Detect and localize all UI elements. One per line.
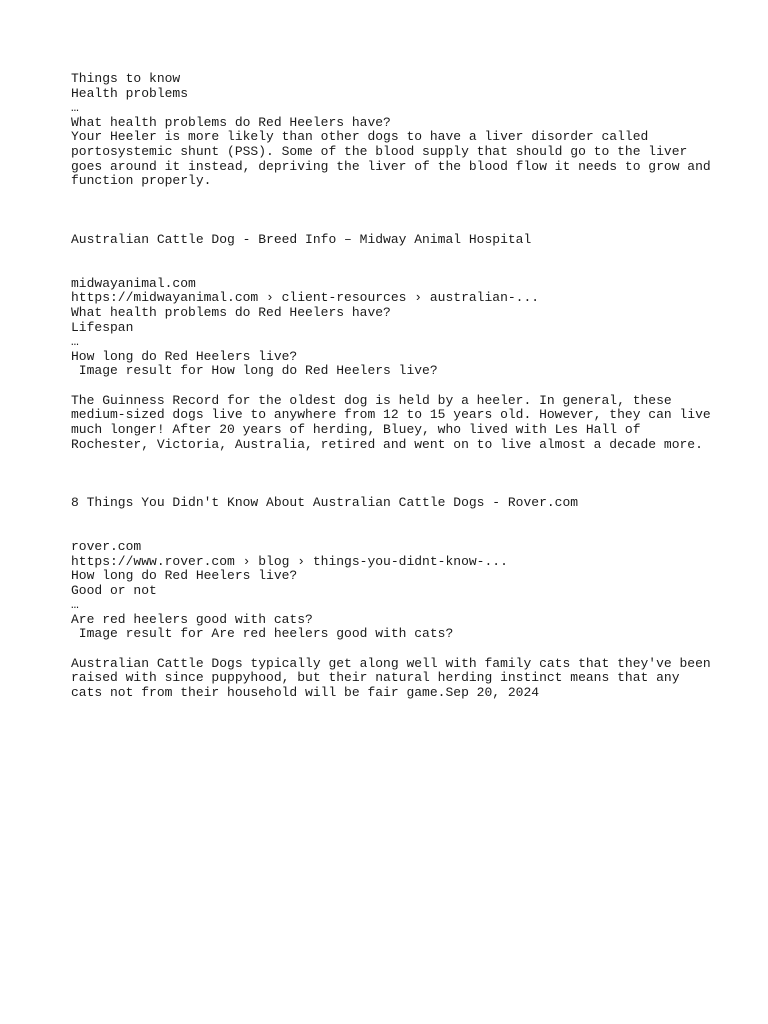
ellipsis: … <box>71 334 79 350</box>
cats-answer: Australian Cattle Dogs typically get along well with family cats that they've been raised with since puppyhood, but their natural herding instinct means that any cats not from their household will be fair game.Sep 20, 2024 <box>71 655 711 701</box>
image-result-lifespan[interactable]: Image result for How long do Red Heelers live? <box>71 363 438 379</box>
lifespan-question[interactable]: How long do Red Heelers live? <box>71 348 298 364</box>
things-to-know-heading: Things to know <box>71 71 181 86</box>
good-or-not-heading: Good or not <box>71 582 157 598</box>
lifespan-heading: Lifespan <box>71 319 134 335</box>
lifespan-answer: The Guinness Record for the oldest dog is held by a heeler. In general, these medium-sized dogs live to anywhere from 12 to 15 years old. However, they can live much longer! After 20 years of herding, Bluey, who lived with Les Hall of Rochester, Victoria, Australia, retired and went on to live almost a decade more. <box>71 392 711 452</box>
health-problems-heading: Health problems <box>71 85 189 101</box>
image-result-cats[interactable]: Image result for Are red heelers good with cats? <box>71 626 454 642</box>
related-question-lifespan[interactable]: How long do Red Heelers live? <box>71 568 298 584</box>
document-page <box>71 72 711 701</box>
ellipsis: … <box>71 100 79 116</box>
ellipsis: … <box>71 597 79 613</box>
result-title-midway[interactable]: Australian Cattle Dog - Breed Info – Midway Animal Hospital <box>71 231 532 247</box>
result-url-midway[interactable]: https://midwayanimal.com › client-resources › australian-... <box>71 290 540 306</box>
health-answer: Your Heeler is more likely than other dogs to have a liver disorder called portosystemic shunt (PSS). Some of the blood supply that should go to the liver goes around it instead, depriving the liver of the blood flow it needs to grow and function properly. <box>71 129 711 189</box>
result-title-rover[interactable]: 8 Things You Didn't Know About Australian Cattle Dogs - Rover.com <box>71 495 579 511</box>
result-url-rover[interactable]: https://www.rover.com › blog › things-you-didnt-know-... <box>71 553 508 569</box>
health-question[interactable]: What health problems do Red Heelers have? <box>71 114 391 130</box>
result-site-rover: rover.com <box>71 538 142 554</box>
result-site-midway: midwayanimal.com <box>71 275 196 291</box>
related-question-health[interactable]: What health problems do Red Heelers have? <box>71 304 391 320</box>
cats-question[interactable]: Are red heelers good with cats? <box>71 611 313 627</box>
